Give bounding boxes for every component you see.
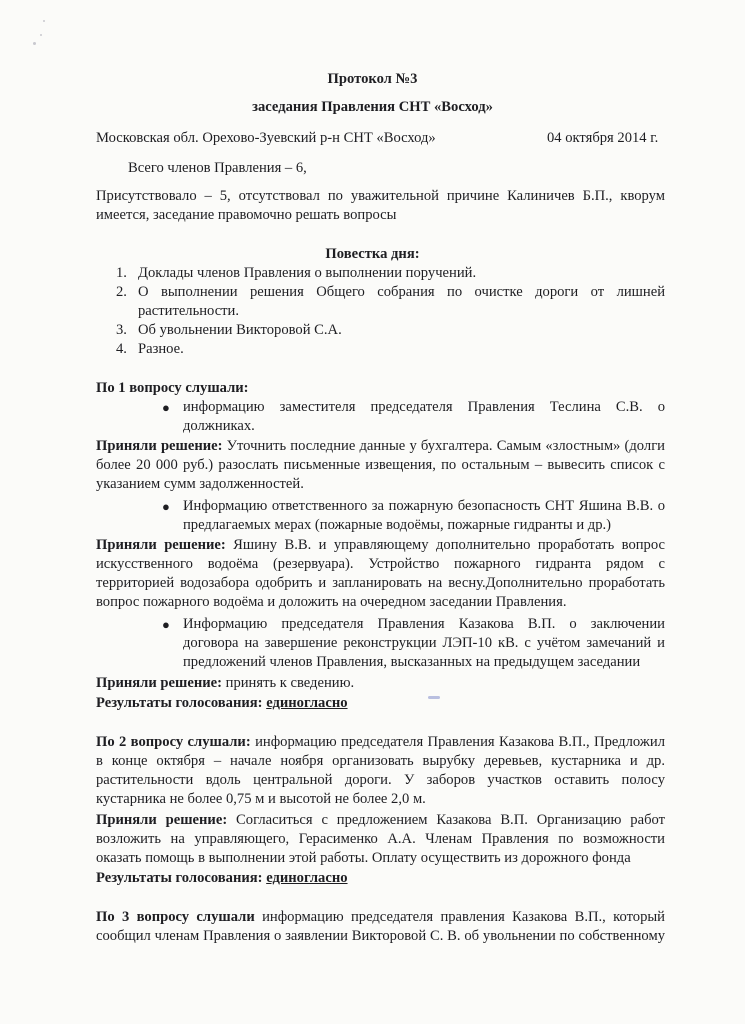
meeting-location: Московская обл. Орехово-Зуевский р-н СНТ «Восход» <box>96 130 436 146</box>
q1-vote <box>96 694 348 714</box>
q2-decision: оказать помощь в выполнении этой работы. Оплату осуществить из дорожного фонда <box>96 850 631 866</box>
q2-heading: По 2 вопросу слушали: <box>96 734 251 750</box>
q2-report: По 2 вопросу слушали: информацию председателя Правления Казакова В.П., Предложил <box>96 734 665 750</box>
members-total: Всего членов Правления – 6, <box>128 160 307 176</box>
document-title: Протокол №3 <box>327 71 418 87</box>
q1-decision-2: вопрос пожарного водоёма и доложить на очередном заседании Правления. <box>96 594 567 610</box>
agenda-item-number: 4. <box>116 341 127 357</box>
attendance-text: Присутствовало – 5, отсутствовал по уважительной причине Калиничев Б.П., кворум <box>96 188 665 204</box>
scan-speck <box>33 42 36 45</box>
decision-label: Приняли решение: <box>96 537 226 553</box>
q3-heading: По 3 вопросу слушали <box>96 909 255 925</box>
vote-label: Результаты голосования: <box>96 870 263 886</box>
q1-report-power-line: договора на завершение реконструкции ЛЭП-10 кВ. с учётом замечаний и <box>183 635 665 651</box>
vote-label: Результаты голосования: <box>96 695 263 711</box>
q1-decision-2: территорией водозабора одобрить и запланировать на весну.Дополнительно проработать <box>96 575 665 591</box>
vote-result: единогласно <box>266 695 348 711</box>
q1-decision-2: Приняли решение: Яшину В.В. и управляющему дополнительно проработать вопрос <box>96 537 665 553</box>
agenda-heading: Повестка дня: <box>325 246 420 262</box>
meeting-date: 04 октября 2014 г. <box>547 130 659 146</box>
q2-vote <box>96 869 348 889</box>
q2-report: кустарника не более 0,75 м и высотой не более 2,0 м. <box>96 791 426 807</box>
q1-decision-1: Приняли решение: Уточнить последние данные у бухгалтера. Самым «злостным» (долги <box>96 438 665 454</box>
decision-label: Приняли решение: <box>96 675 222 691</box>
scan-speck <box>43 20 45 22</box>
q1-decision-2: искусственного водоёма (резервуара). Устройство пожарного гидранта рядом с <box>96 556 665 572</box>
agenda-item: Разное. <box>138 341 184 357</box>
agenda-item-number: 3. <box>116 322 127 338</box>
q2-decision: Приняли решение: Согласиться с предложением Казакова В.П. Организацию работ <box>96 812 665 828</box>
scan-speck <box>40 34 42 36</box>
decision-label: Приняли решение: <box>96 812 228 828</box>
agenda-item-number: 2. <box>116 284 127 300</box>
q2-decision: возложить на управляющего, Герасименко А.А. Членам Правления по возможности <box>96 831 665 847</box>
bullet-icon: ● <box>162 617 170 632</box>
q1-decision-1: указанием сумм задолженностей. <box>96 476 304 492</box>
q3-report: По 3 вопросу слушали информацию председателя правления Казакова В.П., который <box>96 909 665 925</box>
agenda-item: Об увольнении Викторовой С.А. <box>138 322 342 338</box>
q1-report-debtors: информацию заместителя председателя Правления Теслина С.В. о <box>183 399 665 415</box>
q2-report: растительности вдоль центральной дороги. У заборов участков оставить полосу <box>96 772 665 788</box>
q1-heading: По 1 вопросу слушали: <box>96 380 249 396</box>
q1-report-fire-safety: Информацию ответственного за пожарную безопасность СНТ Яшина В.В. о <box>183 498 665 514</box>
agenda-item: О выполнении решения Общего собрания по очистке дороги от лишней <box>138 284 665 300</box>
q1-report-debtors: должниках. <box>183 418 255 434</box>
document-subtitle: заседания Правления СНТ «Восход» <box>252 99 493 115</box>
bullet-icon: ● <box>162 499 170 514</box>
decision-label: Приняли решение: <box>96 438 223 454</box>
vote-result: единогласно <box>266 870 348 886</box>
scan-speck <box>428 696 440 699</box>
q1-report-fire-safety: предлагаемых мерах (пожарные водоёмы, пожарные гидранты и др.) <box>183 517 612 533</box>
q1-decision-3: Приняли решение: принять к сведению. <box>96 675 355 691</box>
attendance-text: имеется, заседание правомочно решать вопросы <box>96 207 397 223</box>
q1-report-power-line: Информацию председателя Правления Казакова В.П. о заключении <box>183 616 665 632</box>
agenda-item: Доклады членов Правления о выполнении поручений. <box>138 265 477 281</box>
agenda-item: растительности. <box>138 303 240 319</box>
q3-report: сообщил членам Правления о заявлении Викторовой С. В. об увольнении по собственному <box>96 928 665 944</box>
bullet-icon: ● <box>162 400 170 415</box>
q2-report: в конце октября – начале ноября организовать вырубку деревьев, кустарника и др. <box>96 753 665 769</box>
q1-decision-1: более 20 000 руб.) разослать письменные извещения, по остальным – вывесить список с <box>96 457 665 473</box>
agenda-item-number: 1. <box>116 265 127 281</box>
q1-report-power-line: предложений членов Правления, высказанных на предыдущем заседании <box>183 654 641 670</box>
